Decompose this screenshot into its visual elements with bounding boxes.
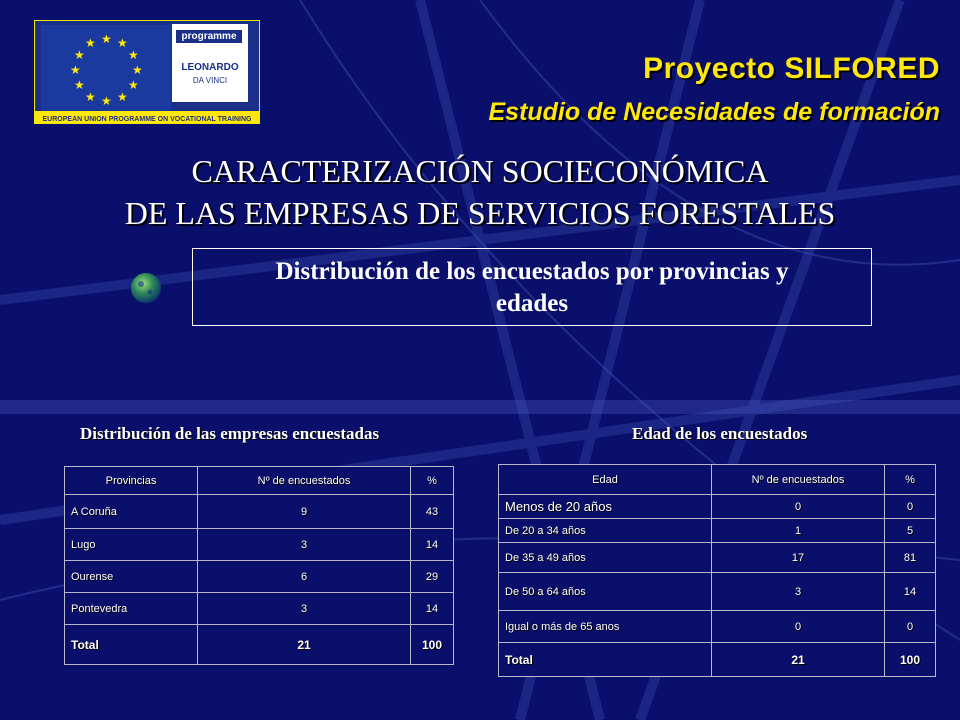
- table-row: [65, 529, 454, 561]
- svg-text:★: ★: [101, 94, 112, 108]
- cell-encuestados: 17: [712, 543, 885, 573]
- cell-percent: 29: [411, 561, 454, 593]
- cell-edad: Menos de 20 años: [499, 495, 712, 519]
- cell-percent: 43: [411, 495, 454, 529]
- cell-edad: Igual o más de 65 anos: [499, 611, 712, 643]
- project-subtitle: Estudio de Necesidades de formación: [488, 98, 940, 126]
- cell-encuestados: 3: [198, 593, 411, 625]
- leonardo-name: LEONARDO: [181, 62, 239, 73]
- table-row: [499, 495, 936, 519]
- svg-text:EUROPEAN UNION PROGRAMME ON VO: EUROPEAN UNION PROGRAMME ON VOCATIONAL TRAINING: [42, 116, 252, 123]
- cell-percent: 5: [885, 519, 936, 543]
- edad-table: [498, 464, 936, 677]
- svg-text:★: ★: [74, 48, 85, 62]
- svg-text:★: ★: [128, 48, 139, 62]
- cell-encuestados: 6: [198, 561, 411, 593]
- globe-bullet-icon: [128, 270, 164, 306]
- table-row: [499, 611, 936, 643]
- svg-text:★: ★: [101, 32, 112, 46]
- cell-total-percent: 100: [411, 625, 454, 665]
- table-total-row: [499, 643, 936, 677]
- cell-encuestados: 0: [712, 495, 885, 519]
- svg-text:★: ★: [128, 78, 139, 92]
- cell-provincia: Lugo: [65, 529, 198, 561]
- table-row: [499, 573, 936, 611]
- cell-total-encuestados: 21: [712, 643, 885, 677]
- cell-provincia: A Coruña: [65, 495, 198, 529]
- leonardo-logo: [172, 24, 248, 102]
- eu-stars-icon: [41, 25, 171, 115]
- col-header-encuestados: Nº de encuestados: [712, 465, 885, 495]
- cell-percent: 0: [885, 495, 936, 519]
- provincias-table: [64, 466, 454, 665]
- table-header-row: [65, 467, 454, 495]
- provincias-table-title: Distribución de las empresas encuestadas: [80, 424, 380, 443]
- cell-percent: 14: [411, 529, 454, 561]
- col-header-encuestados: Nº de encuestados: [198, 467, 411, 495]
- col-header-percent: %: [411, 467, 454, 495]
- cell-percent: 0: [885, 611, 936, 643]
- svg-text:★: ★: [132, 63, 143, 77]
- subtitle-box: [192, 248, 872, 326]
- page-title-line2: DE LAS EMPRESAS DE SERVICIOS FORESTALES: [124, 195, 836, 231]
- svg-text:★: ★: [85, 36, 96, 50]
- svg-text:★: ★: [74, 78, 85, 92]
- cell-provincia: Ourense: [65, 561, 198, 593]
- cell-percent: 14: [885, 573, 936, 611]
- cell-total-label: Total: [65, 625, 198, 665]
- table-row: [65, 495, 454, 529]
- cell-percent: 81: [885, 543, 936, 573]
- svg-text:★: ★: [117, 90, 128, 104]
- page-title-line1: CARACTERIZACIÓN SOCIECONÓMICA: [191, 153, 769, 189]
- table-row: [65, 561, 454, 593]
- subtitle-line1: Distribución de los encuestados por provincias y: [275, 258, 789, 285]
- project-title: Proyecto SILFORED: [643, 52, 940, 85]
- subtitle-line2: edades: [495, 290, 569, 317]
- page-title: [0, 150, 960, 234]
- table-row: [65, 593, 454, 625]
- cell-edad: De 50 a 64 años: [499, 573, 712, 611]
- cell-provincia: Pontevedra: [65, 593, 198, 625]
- cell-encuestados: 3: [712, 573, 885, 611]
- cell-edad: De 35 a 49 años: [499, 543, 712, 573]
- cell-total-percent: 100: [885, 643, 936, 677]
- leonardo-subname: DA VINCI: [192, 76, 228, 85]
- cell-encuestados: 0: [712, 611, 885, 643]
- svg-text:★: ★: [85, 90, 96, 104]
- table-header-row: [499, 465, 936, 495]
- cell-total-label: Total: [499, 643, 712, 677]
- cell-percent: 14: [411, 593, 454, 625]
- edad-table-title: Edad de los encuestados: [632, 424, 808, 443]
- cell-total-encuestados: 21: [198, 625, 411, 665]
- leonardo-programme-label: programme: [176, 30, 242, 43]
- svg-text:★: ★: [70, 63, 81, 77]
- cell-encuestados: 9: [198, 495, 411, 529]
- table-row: [499, 543, 936, 573]
- cell-encuestados: 3: [198, 529, 411, 561]
- cell-edad: De 20 a 34 años: [499, 519, 712, 543]
- svg-text:★: ★: [117, 36, 128, 50]
- table-row: [499, 519, 936, 543]
- cell-encuestados: 1: [712, 519, 885, 543]
- col-header-percent: %: [885, 465, 936, 495]
- col-header-edad: Edad: [499, 465, 712, 495]
- eu-logo-text: [35, 112, 259, 124]
- col-header-provincias: Provincias: [65, 467, 198, 495]
- table-total-row: [65, 625, 454, 665]
